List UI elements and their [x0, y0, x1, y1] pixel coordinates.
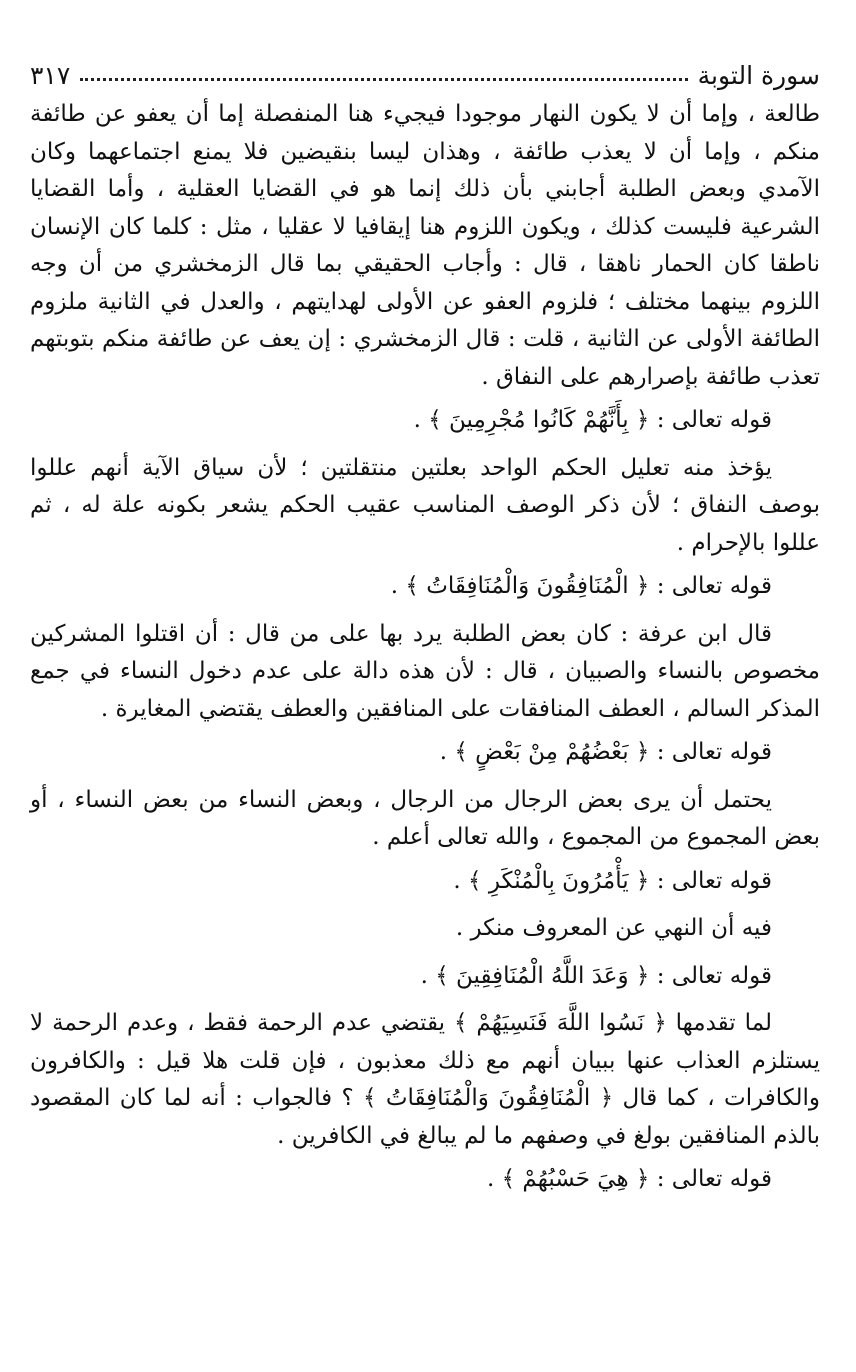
quran-verse: الْمُنَافِقُونَ وَالْمُنَافِقَاتُ	[426, 573, 629, 599]
verse-end: .	[486, 1166, 502, 1192]
quran-verse: يَأْمُرُونَ بِالْمُنْكَرِ	[488, 867, 629, 894]
page-body	[30, 96, 820, 1199]
verse-lead: قوله تعالى :	[656, 739, 772, 765]
verse-end: .	[453, 867, 469, 894]
verse-heading	[30, 1161, 820, 1199]
ornate-bracket-open: ﴿	[635, 407, 650, 433]
verse-end: .	[439, 739, 455, 765]
ornate-bracket-close: ﴾	[454, 739, 468, 765]
ornate-bracket-close: ﴾	[435, 962, 449, 989]
quran-verse: بِأَنَّهُمْ كَانُوا مُجْرِمِينَ	[449, 407, 629, 433]
verse-heading	[30, 734, 820, 772]
verse-lead: قوله تعالى :	[656, 962, 772, 989]
verse-lead: قوله تعالى :	[656, 573, 772, 599]
verse-end: .	[413, 407, 429, 433]
ornate-bracket-open: ﴿	[635, 1166, 650, 1192]
verse-heading	[30, 568, 820, 606]
verse-lead: قوله تعالى :	[656, 867, 772, 894]
header-dotted-rule	[80, 78, 687, 81]
quran-verse: هِيَ حَسْبُهُمْ	[522, 1166, 629, 1192]
paragraph: قال ابن عرفة : كان بعض الطلبة يرد بها على من قال : أن اقتلوا المشركين مخصوص بالنساء والصبيان ، قال : لأن هذه دالة على عدم دخول النساء في جمع المذكر السالم ، العطف المنافقات على المنافقين والعطف يقتضي المغايرة .	[30, 620, 820, 722]
verse-end: .	[420, 962, 436, 989]
page-number: ٣١٧	[30, 60, 71, 90]
quran-verse: بَعْضُهُمْ مِنْ بَعْضٍ	[475, 739, 629, 765]
paragraph: طالعة ، وإما أن لا يكون النهار موجودا فيجيء هنا المنفصلة إما أن يعفو عن طائفة منكم ، وإما أن لا يعذب طائفة ، وهذان ليسا بنقيضين فلا يمنع اجتماعهما وكان الآمدي وبعض الطلبة أجابني بأن ذلك إنما هو في القضايا العقلية ، وأما القضايا الشرعية فليست كذلك ، ويكون اللزوم هنا إيقافيا لا عقليا ، مثل : كلما كان الإنسان ناطقا كان الحمار ناهقا ، قال : وأجاب الحقيقي بما قال الزمخشري من أن وجه اللزوم بينهما مختلف ؛ فلزوم العفو عن الأولى لهدايتهم ، والعدل في الثانية ملزوم الطائفة الأولى عن الثانية ، قلت : قال الزمخشري : إن يعف عن طائفة منكم بتوبتهم تعذب طائفة بإصرارهم على النفاق .	[30, 101, 820, 390]
verse-heading	[30, 958, 820, 996]
ornate-bracket-close: ﴾	[501, 1166, 516, 1192]
surah-title: سورة التوبة	[697, 60, 820, 90]
ornate-bracket-close: ﴾	[468, 867, 482, 894]
verse-heading	[30, 863, 820, 901]
ornate-bracket-open: ﴿	[635, 573, 650, 599]
comment-line: فيه أن النهي عن المعروف منكر .	[455, 915, 772, 941]
ornate-bracket-close: ﴾	[428, 407, 442, 433]
verse-end: .	[390, 573, 406, 599]
page-header	[30, 58, 820, 92]
ornate-bracket-close: ﴾	[405, 573, 419, 599]
verse-lead: قوله تعالى :	[656, 407, 772, 433]
ornate-bracket-open: ﴿	[635, 739, 650, 765]
ornate-bracket-open: ﴿	[635, 867, 650, 894]
paragraph: يؤخذ منه تعليل الحكم الواحد بعلتين منتقلتين ؛ لأن سياق الآية أنهم عللوا بوصف النفاق ؛ لأن ذكر الوصف المناسب عقيب الحكم يشعر بكونه علة له ، ثم عللوا بالإحرام .	[30, 454, 820, 556]
ornate-bracket-open: ﴿	[635, 962, 650, 989]
verse-heading	[30, 402, 820, 440]
paragraph: لما تقدمها ﴿ نَسُوا اللَّهَ فَنَسِيَهُمْ ﴾ يقتضي عدم الرحمة فقط ، وعدم الرحمة لا يستلزم العذاب عنها ببيان أنهم مع ذلك معذبون ، فإن قلت هلا قيل : والكافرون والكافرات ، كما قال ﴿ الْمُنَافِقُونَ وَالْمُنَافِقَاتُ ﴾ ؟ فالجواب : أنه لما كان المقصود بالذم المنافقين بولغ في وصفهم ما لم يبالغ في الكافرين .	[30, 1010, 820, 1149]
verse-lead: قوله تعالى :	[656, 1166, 772, 1192]
paragraph: يحتمل أن يرى بعض الرجال من الرجال ، وبعض النساء من بعض النساء ، أو بعض المجموع من المجموع ، والله تعالى أعلم .	[30, 786, 820, 850]
quran-verse: وَعَدَ اللَّهُ الْمُنَافِقِينَ	[456, 962, 629, 989]
